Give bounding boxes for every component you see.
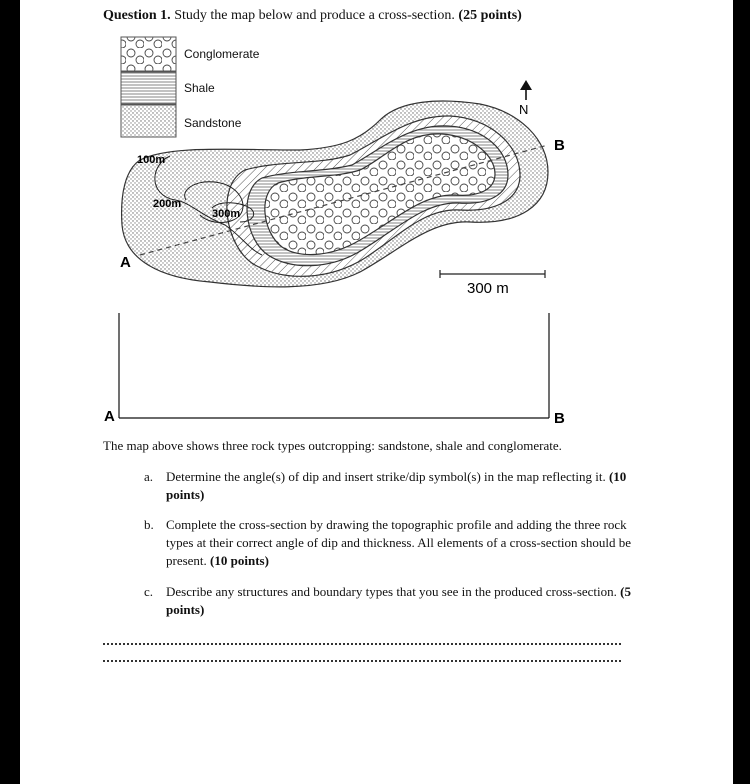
question-item-a [144, 468, 630, 508]
scale-bar [440, 270, 545, 278]
question-text: Study the map below and produce a cross-section. [174, 8, 455, 23]
answer-line-2[interactable] [103, 660, 621, 662]
item-text: Describe any structures and boundary types that you see in the produced cross-section. (5 points) [166, 584, 631, 617]
north-arrow-icon [520, 80, 532, 100]
section-label-a: A [104, 408, 115, 425]
question-number: Question 1. [103, 8, 171, 23]
question-item-b [144, 516, 630, 574]
map-point-a: A [120, 254, 131, 271]
intro-paragraph: The map above shows three rock types outcropping: sandstone, shale and conglomerate. [103, 438, 562, 453]
question-points: (25 points) [458, 8, 522, 23]
cross-section-frame [119, 313, 549, 418]
legend-sandstone-label: Sandstone [184, 116, 242, 130]
legend-sandstone-swatch [121, 105, 176, 137]
item-label: a. [144, 469, 154, 484]
contour-label-300m: 300m [212, 208, 241, 220]
contour-label-200m: 200m [153, 198, 182, 210]
item-text: Determine the angle(s) of dip and insert strike/dip symbol(s) in the map reflecting it. (10 points) [166, 469, 627, 502]
legend-conglomerate-swatch [121, 37, 176, 71]
item-label: c. [144, 584, 154, 599]
item-text: Complete the cross-section by drawing the topographic profile and adding the three rock types at their correct angle of dip and thickness. All elements of a cross-section should be present. (10 points) [166, 517, 631, 568]
legend-shale-swatch [121, 72, 176, 104]
item-label: b. [144, 517, 154, 532]
north-label: N [519, 102, 529, 117]
contour-label-100m: 100m [137, 154, 166, 166]
section-label-b: B [554, 410, 565, 427]
scale-label: 300 m [467, 280, 509, 297]
question-item-c [144, 583, 630, 623]
answer-line-1[interactable] [103, 643, 621, 645]
legend-conglomerate-label: Conglomerate [184, 47, 260, 61]
legend-shale-label: Shale [184, 81, 215, 95]
map-point-b: B [554, 137, 565, 154]
